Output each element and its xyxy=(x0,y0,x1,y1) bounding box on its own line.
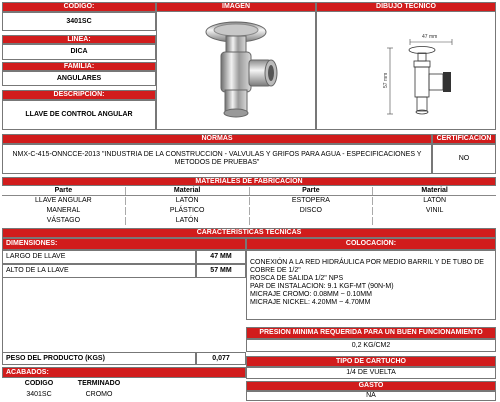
colocacion-line: CONEXIÓN A LA RED HIDRÁULICA POR MEDIO BARRIL Y DE TUBO DE COBRE DE 1/2" xyxy=(250,259,484,274)
cell: LLAVE ANGULAR xyxy=(2,197,126,205)
alto-label: ALTO DE LA LLAVE xyxy=(2,264,196,278)
cell: PLÁSTICO xyxy=(126,207,250,215)
gasto-header: GASTO xyxy=(246,381,496,391)
familia-header: FAMILIA: xyxy=(2,62,156,71)
linea-header: LÍNEA: xyxy=(2,35,156,44)
height-dimension-label: 57 mm xyxy=(383,72,389,88)
caracteristicas-header: CARACTERÍSTICAS TÉCNICAS xyxy=(2,228,496,238)
certificacion-value: NO xyxy=(432,144,496,174)
cell xyxy=(250,217,374,225)
cartucho-value: 1/4 DE VUELTA xyxy=(246,367,496,379)
presion-header: PRESION MINIMA REQUERIDA PARA UN BUEN FUNCIONAMIENTO xyxy=(246,327,496,339)
product-image xyxy=(156,12,316,130)
col-parte-1: Parte xyxy=(2,187,126,195)
cell: LATÓN xyxy=(126,217,250,225)
acabados-header: ACABADOS: xyxy=(2,367,246,378)
col-parte-2: Parte xyxy=(250,187,374,195)
acabados-terminado: CROMO xyxy=(64,390,134,400)
imagen-header: IMAGEN xyxy=(156,2,316,12)
colocacion-line: MICRAJE NICKEL: 4.20MM ~ 4.70MM xyxy=(250,299,371,306)
colocacion-line: MICRAJE CROMO: 0.08MM ~ 0.10MM xyxy=(250,291,372,298)
materiales-table-header xyxy=(2,187,496,196)
col-material-1: Material xyxy=(126,187,250,195)
cell: MANERAL xyxy=(2,207,126,215)
table-row xyxy=(2,217,496,225)
cell: LATÓN xyxy=(423,197,447,204)
width-dimension-label: 47 mm xyxy=(422,33,438,40)
colocacion-text xyxy=(246,250,496,320)
gasto-value: NA xyxy=(246,391,496,401)
codigo-value: 3401SC xyxy=(2,12,156,31)
colocacion-line: ROSCA DE SALIDA 1/2" NPS xyxy=(250,275,344,282)
technical-drawing xyxy=(316,12,496,130)
cell xyxy=(373,217,496,225)
technical-drawing-icon xyxy=(318,14,494,128)
descripcion-header: DESCRIPCIÓN: xyxy=(2,90,156,100)
table-row xyxy=(2,207,496,215)
dibujo-header: DIBUJO TÉCNICO xyxy=(316,2,496,12)
col-material-2: Material xyxy=(421,187,448,194)
dimensiones-header: DIMENSIONES: xyxy=(2,238,246,250)
norma-text: NMX-C-415-ONNCCE-2013 "INDUSTRIA DE LA CONSTRUCCION - VALVULAS Y GRIFOS PARA AGUA - ESPECIFICACIONES Y METODOS DE PRUEBAS" xyxy=(2,144,432,174)
valve-photo-icon xyxy=(181,16,291,126)
materiales-header: MATERIALES DE FABRICACIÓN xyxy=(2,177,496,186)
largo-value: 47 MM xyxy=(196,250,246,264)
peso-label: PESO DEL PRODUCTO (KGS) xyxy=(2,352,196,365)
cell: ESTOPERA xyxy=(250,197,374,205)
cell: DISCO xyxy=(250,207,374,215)
cell: VINIL xyxy=(425,207,444,214)
linea-value: DICA xyxy=(2,44,156,60)
familia-value: ANGULARES xyxy=(2,71,156,86)
largo-label: LARGO DE LLAVE xyxy=(2,250,196,264)
acabados-codigo: 3401SC xyxy=(14,390,64,400)
acabados-col-terminado: TERMINADO xyxy=(64,379,134,389)
colocacion-header: COLOCACIÓN: xyxy=(246,238,496,250)
peso-value: 0,077 xyxy=(196,352,246,365)
cell: VÁSTAGO xyxy=(2,217,126,225)
descripcion-value: LLAVE DE CONTROL ANGULAR xyxy=(2,100,156,130)
presion-value: 0,2 KG/CM2 xyxy=(246,339,496,352)
cartucho-header: TIPO DE CARTUCHO xyxy=(246,356,496,367)
alto-value: 57 MM xyxy=(196,264,246,278)
dimensiones-blank xyxy=(2,278,246,352)
colocacion-line: PAR DE INSTALACION: 9.1 KGF-MT (90N-M) xyxy=(250,283,394,290)
table-row xyxy=(2,197,496,205)
acabados-col-codigo: CODIGO xyxy=(14,379,64,389)
normas-header: NORMAS xyxy=(2,134,432,144)
codigo-header: CÓDIGO: xyxy=(2,2,156,12)
certificacion-header: CERTIFICACIÓN xyxy=(432,134,496,144)
cell: LATÓN xyxy=(126,197,250,205)
